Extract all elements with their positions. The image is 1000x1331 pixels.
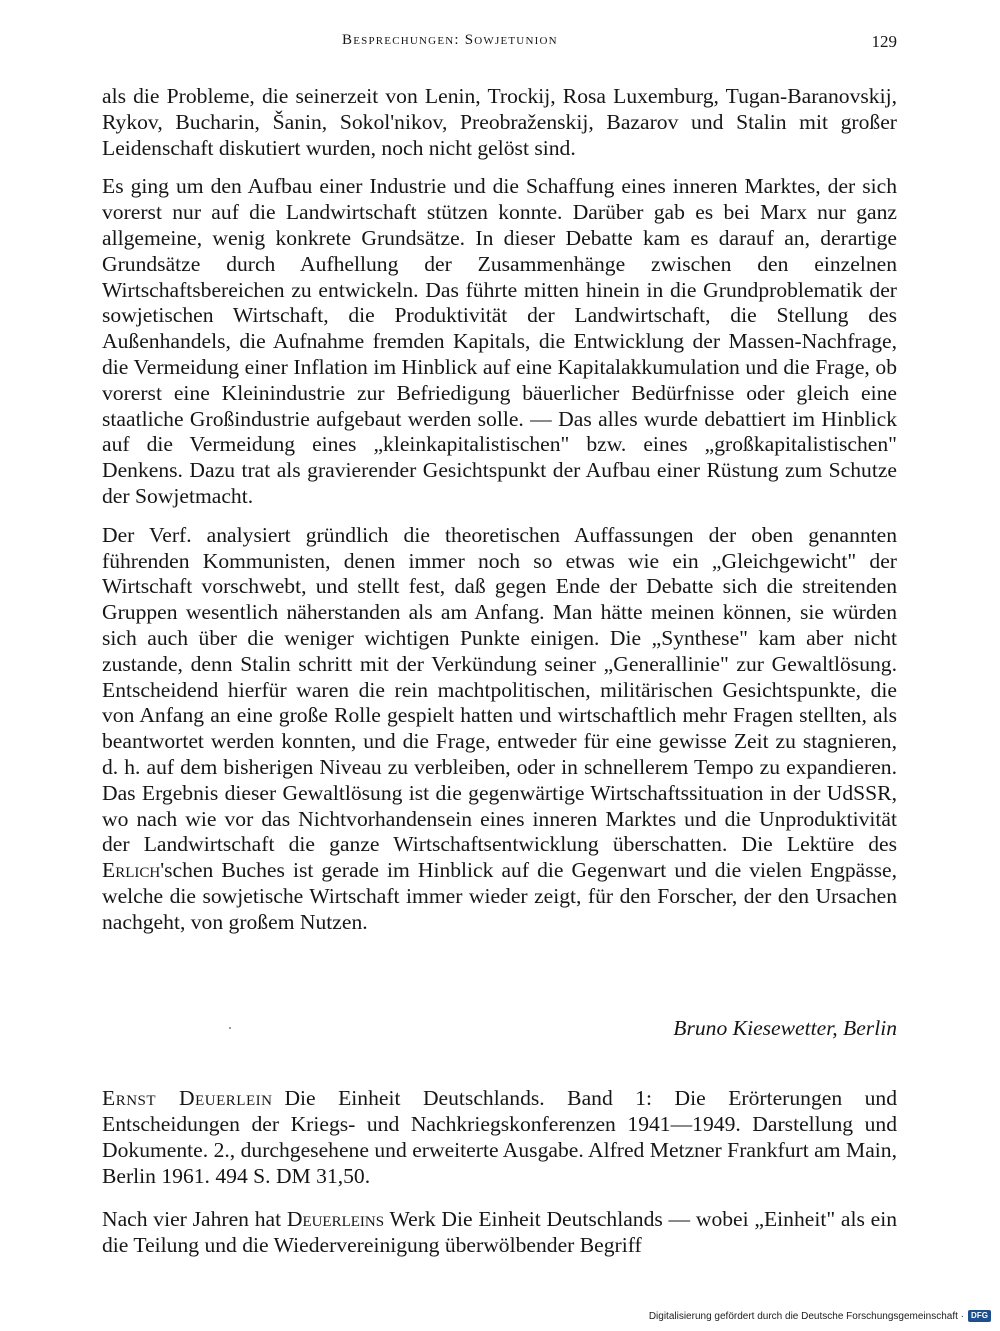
paragraph-3	[102, 523, 897, 936]
book-author: Ernst Deuerlein	[102, 1086, 273, 1110]
paragraph-3-main: Der Verf. analysiert gründlich die theoretischen Auffassungen der oben genannten führenden Kommunisten, denen immer noch so etwas wie ein „Gleichgewicht" der Wirtschaft vorschwebt, und stellt fest, daß gegen Ende der Debatte sich die streitenden Gruppen wesentlich näherstanden als am Anfang. Man hätte meinen können, sie würden sich auch über die weniger wichtigen Punkte einigen. Die „Synthese" kam aber nicht zustande, denn Stalin schritt mit der Verkündung seiner „Generallinie" zur Gewaltlösung. Entscheidend hierfür waren die rein machtpolitischen, militärischen Gesichtspunkte, die von Anfang an eine große Rolle gespielt hatten und wirtschaftlich mehr Fragen stellten, als beantwortet werden konnten, und die Frage, entweder für eine gewisse Zeit zu stagnieren, d. h. auf dem bisherigen Niveau zu verbleiben, oder in schnellerem Tempo zu expandieren. Das Ergebnis dieser Gewaltlösung ist die gegenwärtige Wirtschaftssituation in der UdSSR, wo nach wie vor das Nichtvorhandensein eines inneren Marktes und die Unproduktivität der Landwirtschaft die ganze Wirtschaftsentwicklung überschatten. Die Lektüre des	[102, 522, 897, 857]
review-2-opening	[102, 1206, 897, 1258]
book-citation	[102, 1085, 897, 1189]
dfg-logo-icon: DFG	[968, 1310, 991, 1322]
running-header	[102, 32, 897, 56]
author-name-erlich: Erlich	[102, 858, 161, 883]
review-2-prefix: Nach vier Jahren hat	[102, 1207, 282, 1231]
digitization-footer	[649, 1310, 991, 1322]
paragraph-1: als die Probleme, die seinerzeit von Lenin, Trockij, Rosa Luxemburg, Tugan-Baranovskij, Rykov, Bucharin, Šanin, Sokol'nikov, Preobraženskij, Bazarov und Stalin mit großer Leidenschaft diskutiert wurden, noch nicht gelöst sind.	[102, 84, 897, 160]
review-text-part1	[102, 84, 897, 936]
running-header-title: Besprechungen: Sowjetunion	[342, 32, 558, 48]
review-2-rest: Werk Die Einheit Deutschlands — wobei „Einheit" als ein die Teilung und die Wiedervereinigung überwölbender Begriff	[102, 1207, 897, 1257]
book-citation-text: Die Einheit Deutschlands. Band 1: Die Erörterungen und Entscheidungen der Kriegs- und Nachkriegskonferenzen 1941—1949. Darstellung und Dokumente. 2., durchgesehene und erweiterte Ausgabe. Alfred Metzner Frankfurt am Main, Berlin 1961. 494 S. DM 31,50.	[102, 1086, 898, 1188]
page-number: 129	[871, 32, 897, 51]
reviewer-signature: Bruno Kiesewetter, Berlin	[673, 1016, 897, 1040]
paragraph-3-tail: 'schen Buches ist gerade im Hinblick auf die Gegenwart und die vielen Engpässe, welche die sowjetische Wirtschaft immer wieder zeigt, für den Forscher, der den Ursachen nachgeht, von großem Nutzen.	[102, 858, 897, 934]
digitization-credit: Digitalisierung gefördert durch die Deutsche Forschungsgemeinschaft ·	[648, 1310, 964, 1322]
review-2-author-name: Deuerleins	[286, 1207, 385, 1231]
paragraph-2: Es ging um den Aufbau einer Industrie und die Schaffung eines inneren Marktes, der sich vorerst nur auf die Landwirtschaft stützen konnte. Darüber gab es bei Marx nur ganz allgemeine, wenig konkrete Grundsätze. In dieser Debatte kam es darauf an, derartige Grundsätze durch Aufhellung der Zusammenhänge zwischen den einzelnen Wirtschaftsbereichen zu entwickeln. Das führte mitten hinein in die Grundproblematik der sowjetischen Wirtschaft, die Produktivität der Landwirtschaft, die Stellung des Außenhandels, die Aufnahme fremden Kapitals, die Entwicklung der Massen-Nachfrage, die Vermeidung einer Inflation im Hinblick auf eine Kapitalakkumulation und die Frage, ob vorerst eine Kleinindustrie zur Befriedigung bäuerlicher Bedürfnisse oder gleich eine staatliche Großindustrie aufgebaut werden solle. — Das alles wurde debattiert im Hinblick auf die Vermeidung eines „kleinkapitalistischen" bzw. eines „großkapitalistischen" Denkens. Dazu trat als gravierender Gesichtspunkt der Aufbau einer Rüstung zum Schutze der Sowjetmacht.	[102, 174, 897, 508]
